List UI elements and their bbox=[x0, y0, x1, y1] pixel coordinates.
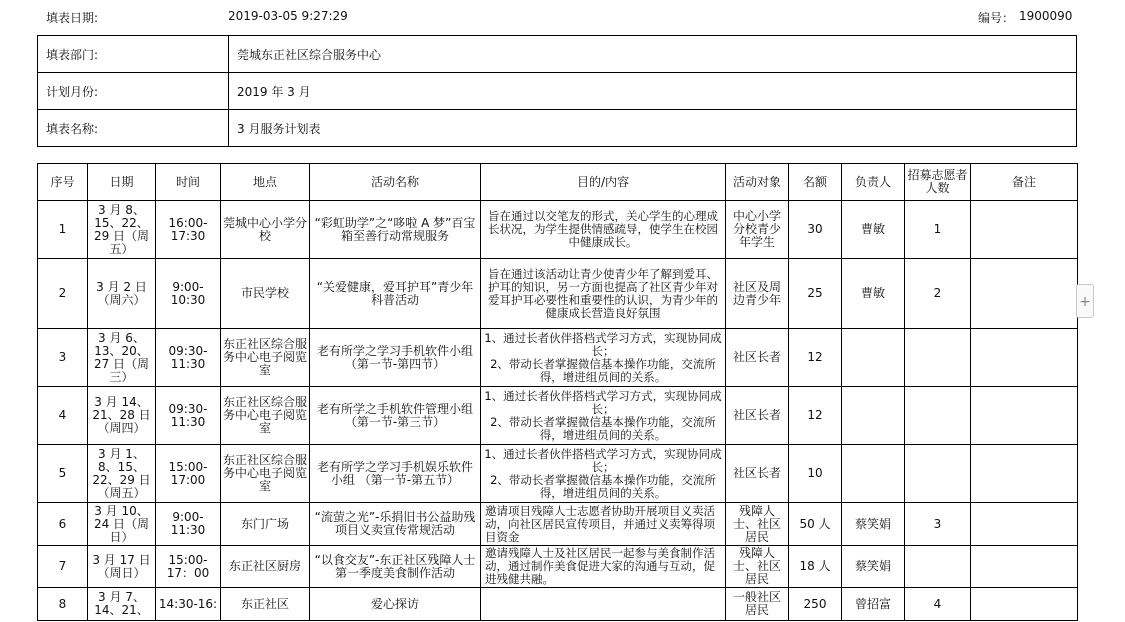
cell-volunteers bbox=[905, 546, 971, 588]
info-row-month bbox=[38, 73, 1077, 110]
table-row bbox=[38, 329, 1078, 387]
column-header-activity: 活动名称 bbox=[310, 164, 481, 201]
cell-date: 3 月 6、13、20、27 日（周三） bbox=[88, 329, 156, 387]
cell-leader: 蔡笑娟 bbox=[842, 546, 905, 588]
plan-month-label: 计划月份: bbox=[38, 73, 229, 110]
cell-time: 9:00-10:30 bbox=[156, 259, 221, 329]
cell-target: 一般社区居民 bbox=[726, 588, 789, 621]
cell-leader bbox=[842, 445, 905, 503]
cell-note bbox=[971, 546, 1078, 588]
date-label: 填表日期: bbox=[46, 11, 99, 25]
cell-leader: 蔡笑娟 bbox=[842, 503, 905, 546]
cell-activity: 老有所学之手机软件管理小组 （第一节-第三节） bbox=[310, 387, 481, 445]
form-number-value: 1900090 bbox=[1019, 9, 1073, 23]
cell-goal: 1、通过长者伙伴搭档式学习方式，实现协同成长； 2、带动长者掌握微信基本操作功能，交流所得，增进组员间的关系。 bbox=[481, 329, 726, 387]
cell-volunteers bbox=[905, 329, 971, 387]
table-row bbox=[38, 259, 1078, 329]
cell-place: 东门广场 bbox=[221, 503, 310, 546]
cell-quota: 30 bbox=[789, 201, 842, 259]
cell-date: 3 月 8、15、22、29 日（周五） bbox=[88, 201, 156, 259]
cell-target: 社区及周边青少年 bbox=[726, 259, 789, 329]
cell-volunteers bbox=[905, 387, 971, 445]
cell-time: 15:00-17:00 bbox=[156, 445, 221, 503]
cell-volunteers bbox=[905, 445, 971, 503]
cell-target: 残障人士、社区居民 bbox=[726, 503, 789, 546]
cell-quota: 250 bbox=[789, 588, 842, 621]
cell-no: 6 bbox=[38, 503, 88, 546]
cell-goal: 1、通过长者伙伴搭档式学习方式，实现协同成长； 2、带动长者掌握微信基本操作功能，交流所得，增进组员间的关系。 bbox=[481, 387, 726, 445]
cell-place: 东正社区综合服务中心电子阅览室 bbox=[221, 329, 310, 387]
cell-note bbox=[971, 329, 1078, 387]
plan-month-value: 2019 年 3 月 bbox=[229, 73, 1077, 110]
cell-quota: 25 bbox=[789, 259, 842, 329]
cell-activity: 爱心探访 bbox=[310, 588, 481, 621]
cell-no: 2 bbox=[38, 259, 88, 329]
column-header-place: 地点 bbox=[221, 164, 310, 201]
cell-goal: 邀请项目残障人士志愿者协助开展项目义卖活动，向社区居民宣传项目，并通过义卖筹得项目资金 bbox=[481, 503, 726, 546]
cell-target: 社区长者 bbox=[726, 387, 789, 445]
cell-note bbox=[971, 259, 1078, 329]
cell-time: 15:00-17：00 bbox=[156, 546, 221, 588]
cell-note bbox=[971, 503, 1078, 546]
table-row bbox=[38, 588, 1078, 621]
cell-time: 09:30-11:30 bbox=[156, 387, 221, 445]
cell-goal: 旨在通过以交笔友的形式，关心学生的心理成长状况，为学生提供情感疏导，使学生在校园中健康成长。 bbox=[481, 201, 726, 259]
table-row bbox=[38, 201, 1078, 259]
cell-leader: 曹敏 bbox=[842, 201, 905, 259]
cell-activity: 老有所学之学习手机娱乐软件小组 （第一节-第五节） bbox=[310, 445, 481, 503]
cell-no: 5 bbox=[38, 445, 88, 503]
table-row bbox=[38, 546, 1078, 588]
cell-quota: 12 bbox=[789, 329, 842, 387]
cell-place: 市民学校 bbox=[221, 259, 310, 329]
form-header bbox=[0, 0, 1125, 32]
cell-time: 9:00-11:30 bbox=[156, 503, 221, 546]
cell-time: 14:30-16: bbox=[156, 588, 221, 621]
cell-volunteers: 3 bbox=[905, 503, 971, 546]
department-label: 填表部门: bbox=[38, 36, 229, 73]
cell-note bbox=[971, 445, 1078, 503]
cell-date: 3 月 14、21、28 日（周四） bbox=[88, 387, 156, 445]
cell-volunteers: 2 bbox=[905, 259, 971, 329]
cell-quota: 50 人 bbox=[789, 503, 842, 546]
cell-date: 3 月 2 日（周六） bbox=[88, 259, 156, 329]
table-row bbox=[38, 503, 1078, 546]
table-header-row bbox=[38, 164, 1078, 201]
column-header-target: 活动对象 bbox=[726, 164, 789, 201]
column-header-quota: 名额 bbox=[789, 164, 842, 201]
column-header-volunteers: 招募志愿者人数 bbox=[905, 164, 971, 201]
cell-goal: 旨在通过该活动让青少使青少年了解到爱耳、护耳的知识，另一方面也提高了社区青少年对爱耳护耳必要性和重要性的认识，为青少年的健康成长营造良好氛围 bbox=[481, 259, 726, 329]
table-row bbox=[38, 387, 1078, 445]
cell-activity: “关爱健康，爱耳护耳”青少年科普活动 bbox=[310, 259, 481, 329]
cell-time: 16:00-17:30 bbox=[156, 201, 221, 259]
cell-no: 4 bbox=[38, 387, 88, 445]
cell-volunteers: 4 bbox=[905, 588, 971, 621]
cell-no: 1 bbox=[38, 201, 88, 259]
cell-target: 中心小学分校青少年学生 bbox=[726, 201, 789, 259]
cell-time: 09:30-11:30 bbox=[156, 329, 221, 387]
table-row bbox=[38, 445, 1078, 503]
cell-quota: 12 bbox=[789, 387, 842, 445]
cell-no: 7 bbox=[38, 546, 88, 588]
cell-date: 3 月 17 日（周日） bbox=[88, 546, 156, 588]
cell-goal: 1、通过长者伙伴搭档式学习方式，实现协同成长； 2、带动长者掌握微信基本操作功能，交流所得，增进组员间的关系。 bbox=[481, 445, 726, 503]
cell-date: 3 月 10、24 日（周日） bbox=[88, 503, 156, 546]
cell-date: 3 月 7、14、21、 bbox=[88, 588, 156, 621]
cell-note bbox=[971, 201, 1078, 259]
cell-quota: 18 人 bbox=[789, 546, 842, 588]
cell-leader: 曹敏 bbox=[842, 259, 905, 329]
form-info-table bbox=[37, 35, 1077, 147]
cell-target: 社区长者 bbox=[726, 329, 789, 387]
cell-leader bbox=[842, 387, 905, 445]
info-row-name bbox=[38, 110, 1077, 147]
date-value: 2019-03-05 9:27:29 bbox=[228, 9, 348, 23]
cell-no: 3 bbox=[38, 329, 88, 387]
cell-target: 社区长者 bbox=[726, 445, 789, 503]
cell-activity: “以食交友”-东正社区残障人士第一季度美食制作活动 bbox=[310, 546, 481, 588]
expand-button[interactable]: + bbox=[1076, 284, 1094, 318]
cell-note bbox=[971, 588, 1078, 621]
cell-date: 3 月 1、8、15、22、29 日（周五） bbox=[88, 445, 156, 503]
cell-place: 东正社区厨房 bbox=[221, 546, 310, 588]
cell-leader: 曾招富 bbox=[842, 588, 905, 621]
cell-place: 莞城中心小学分校 bbox=[221, 201, 310, 259]
column-header-date: 日期 bbox=[88, 164, 156, 201]
form-number-label: 编号： bbox=[978, 11, 1015, 25]
cell-activity: “彩虹助学”之“哆啦 A 梦”百宝箱至善行动常规服务 bbox=[310, 201, 481, 259]
cell-note bbox=[971, 387, 1078, 445]
form-name-value: 3 月服务计划表 bbox=[229, 110, 1077, 147]
cell-volunteers: 1 bbox=[905, 201, 971, 259]
column-header-note: 备注 bbox=[971, 164, 1078, 201]
cell-activity: 老有所学之学习手机软件小组（第一节-第四节） bbox=[310, 329, 481, 387]
cell-leader bbox=[842, 329, 905, 387]
cell-place: 东正社区综合服务中心电子阅览室 bbox=[221, 445, 310, 503]
form-name-label: 填表名称: bbox=[38, 110, 229, 147]
cell-activity: “流萤之光”-乐捐旧书公益助残项目义卖宣传常规活动 bbox=[310, 503, 481, 546]
cell-place: 东正社区综合服务中心电子阅览室 bbox=[221, 387, 310, 445]
cell-no: 8 bbox=[38, 588, 88, 621]
cell-quota: 10 bbox=[789, 445, 842, 503]
column-header-time: 时间 bbox=[156, 164, 221, 201]
column-header-no: 序号 bbox=[38, 164, 88, 201]
cell-goal bbox=[481, 588, 726, 621]
column-header-goal: 目的/内容 bbox=[481, 164, 726, 201]
column-header-leader: 负责人 bbox=[842, 164, 905, 201]
info-row-department bbox=[38, 36, 1077, 73]
cell-target: 残障人士、社区居民 bbox=[726, 546, 789, 588]
cell-goal: 邀请残障人士及社区居民一起参与美食制作活动，通过制作美食促进大家的沟通与互动，促进残健共融。 bbox=[481, 546, 726, 588]
cell-place: 东正社区 bbox=[221, 588, 310, 621]
service-plan-table bbox=[37, 163, 1078, 621]
department-value: 莞城东正社区综合服务中心 bbox=[229, 36, 1077, 73]
